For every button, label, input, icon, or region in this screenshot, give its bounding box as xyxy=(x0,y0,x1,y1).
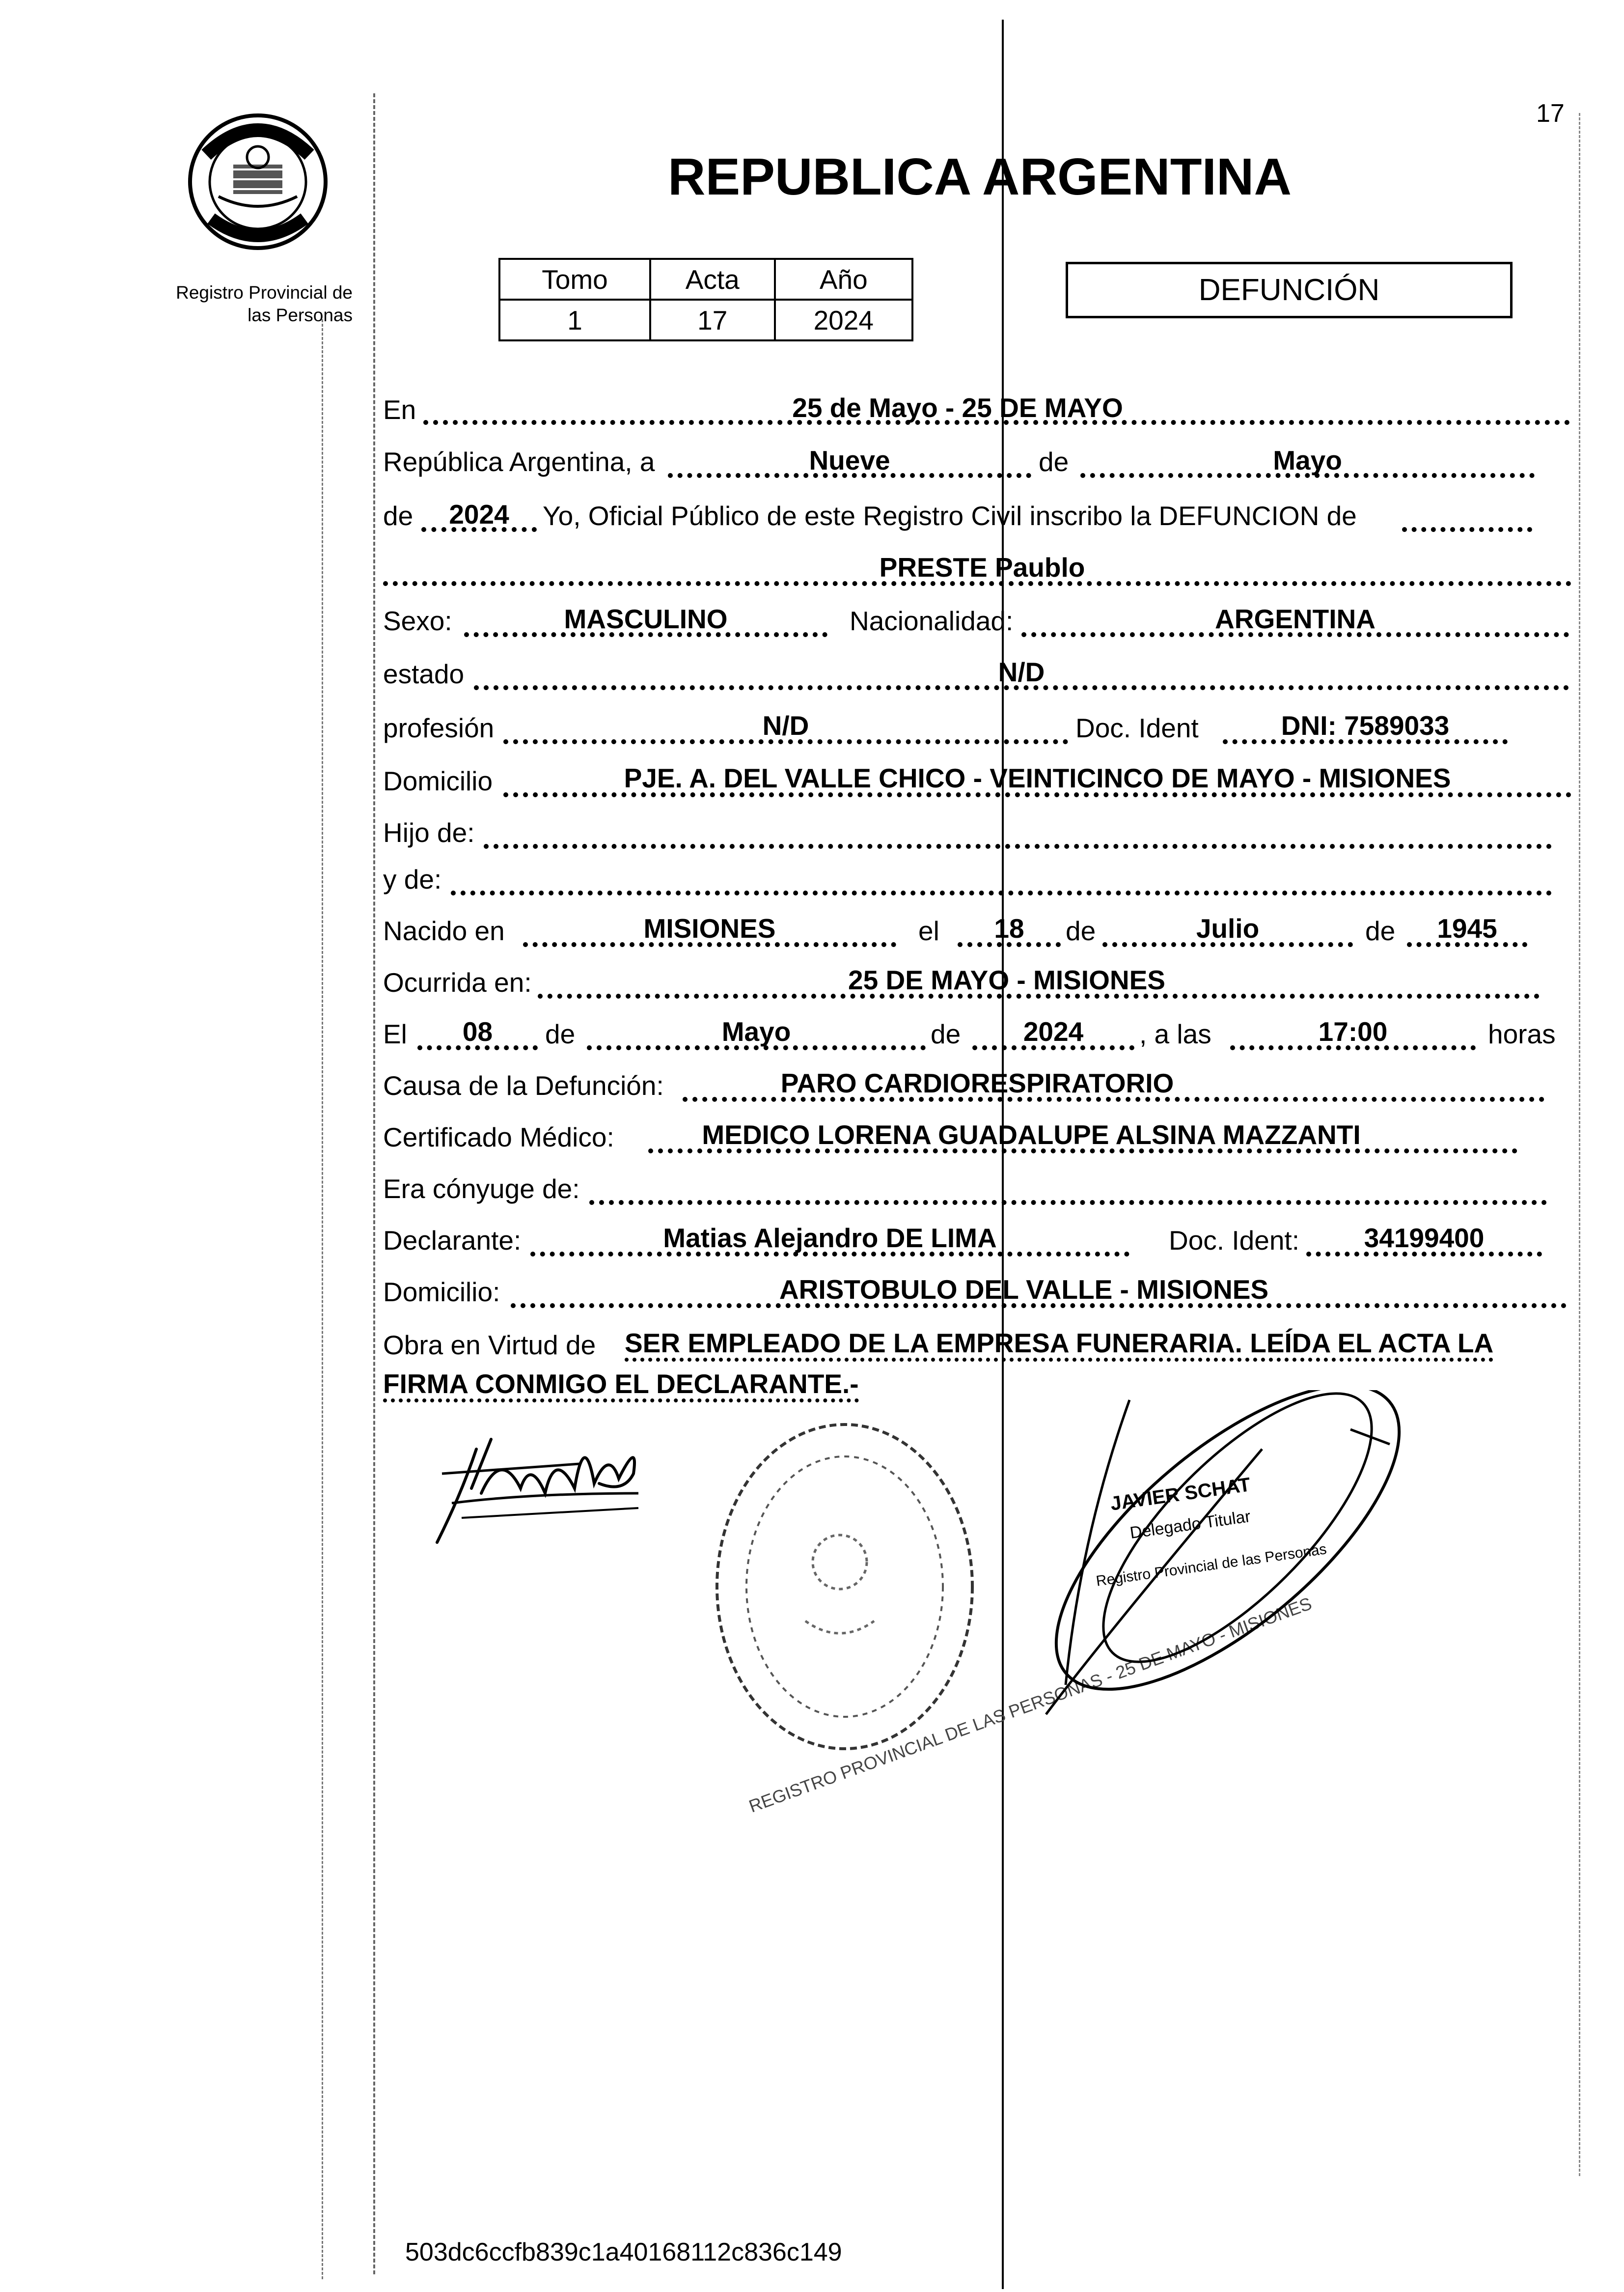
de-label-1: de xyxy=(1039,447,1069,477)
registry-line-2: las Personas xyxy=(248,305,353,326)
de-label-4: de xyxy=(1365,916,1396,946)
nacionalidad-value: ARGENTINA xyxy=(1215,604,1376,634)
tomo-value: 1 xyxy=(499,300,650,340)
estado-label: estado xyxy=(383,659,465,689)
de-label-5: de xyxy=(545,1019,576,1049)
el-label: el xyxy=(918,916,939,946)
domicilio-label: Domicilio xyxy=(383,766,493,796)
official-registry: Registro Provincial de las Personas xyxy=(1095,1541,1328,1590)
nacido-label: Nacido en xyxy=(383,916,505,946)
form-margin-line xyxy=(373,93,375,2274)
registry-caption xyxy=(161,281,353,327)
acta-value: 17 xyxy=(650,300,775,340)
anio-value: 2024 xyxy=(775,300,912,340)
declarante-label: Declarante: xyxy=(383,1225,522,1256)
domicilio2-value: ARISTOBULO DEL VALLE - MISIONES xyxy=(779,1274,1269,1305)
obra-value-line-2: FIRMA CONMIGO EL DECLARANTE.- xyxy=(383,1370,859,1402)
death-time-value: 17:00 xyxy=(1318,1016,1388,1047)
ocurrida-value: 25 DE MAYO - MISIONES xyxy=(848,965,1165,995)
certificado-value: MEDICO LORENA GUADALUPE ALSINA MAZZANTI xyxy=(702,1119,1361,1150)
nacido-value: MISIONES xyxy=(643,913,776,944)
document-hash: 503dc6ccfb839c1a40168112c836c149 xyxy=(405,2238,842,2266)
page-number: 17 xyxy=(1536,99,1565,128)
de-label-6: de xyxy=(931,1019,961,1049)
doc2-label: Doc. Ident: xyxy=(1169,1225,1299,1256)
domicilio-value: PJE. A. DEL VALLE CHICO - VEINTICINCO DE MAYO - MISIONES xyxy=(624,763,1451,793)
profesion-value: N/D xyxy=(762,710,809,741)
death-day-value: 08 xyxy=(462,1016,493,1047)
yo-line xyxy=(1402,527,1532,532)
record-table xyxy=(498,258,913,341)
yo-text: Yo, Oficial Público de este Registro Civil inscribo la DEFUNCION de xyxy=(543,501,1357,531)
official-name: JAVIER SCHAT xyxy=(1109,1474,1252,1515)
scan-mark-left xyxy=(322,319,323,2279)
tomo-header: Tomo xyxy=(499,259,650,300)
sexo-value: MASCULINO xyxy=(564,604,728,634)
ocurrida-label: Ocurrida en: xyxy=(383,967,532,998)
yde-label: y de: xyxy=(383,864,442,894)
month-value: Mayo xyxy=(1273,445,1342,475)
estado-value: N/D xyxy=(998,657,1045,687)
sexo-label: Sexo: xyxy=(383,606,452,636)
registry-stamp-icon xyxy=(707,1415,982,1759)
domicilio2-label: Domicilio: xyxy=(383,1277,500,1307)
en-label: En xyxy=(383,394,416,425)
scan-fold-line xyxy=(1002,20,1004,2289)
doc2-value: 34199400 xyxy=(1364,1223,1485,1253)
doc-label: Doc. Ident xyxy=(1075,713,1199,743)
causa-value: PARO CARDIORESPIRATORIO xyxy=(780,1068,1174,1098)
day-value: Nueve xyxy=(809,445,890,475)
de-label-3: de xyxy=(1066,916,1096,946)
obra-value-line-1: SER EMPLEADO DE LA EMPRESA FUNERARIA. LEÍDA EL ACTA LA xyxy=(625,1330,1493,1362)
birth-day-value: 18 xyxy=(994,913,1024,944)
year-value: 2024 xyxy=(449,499,509,530)
record-type-box: DEFUNCIÓN xyxy=(1066,262,1513,318)
hijo-line xyxy=(484,844,1552,849)
provincial-seal-icon xyxy=(184,111,331,253)
death-year-value: 2024 xyxy=(1023,1016,1084,1047)
doc-value: DNI: 7589033 xyxy=(1281,710,1450,741)
registry-line-1: Registro Provincial de xyxy=(176,282,353,303)
name-value: PRESTE Paublo xyxy=(879,552,1085,583)
declarant-signature-icon xyxy=(432,1420,688,1557)
birth-year-value: 1945 xyxy=(1437,913,1497,944)
alas-label: , a las xyxy=(1139,1019,1211,1049)
profesion-label: profesión xyxy=(383,713,495,743)
conyuge-line xyxy=(589,1200,1547,1205)
certificado-label: Certificado Médico: xyxy=(383,1122,614,1152)
republica-label: República Argentina, a xyxy=(383,447,655,477)
yde-line xyxy=(451,891,1552,895)
scan-mark-right xyxy=(1579,113,1580,2176)
birth-month-value: Julio xyxy=(1196,913,1260,944)
declarante-value: Matias Alejandro DE LIMA xyxy=(663,1223,997,1253)
page-title: REPUBLICA ARGENTINA xyxy=(668,148,1292,206)
conyuge-label: Era cónyuge de: xyxy=(383,1174,580,1204)
de-label-2: de xyxy=(383,501,413,531)
nacionalidad-label: Nacionalidad: xyxy=(850,606,1014,636)
official-title: Delegado Titular xyxy=(1129,1507,1252,1543)
causa-label: Causa de la Defunción: xyxy=(383,1070,664,1101)
hijo-label: Hijo de: xyxy=(383,817,475,848)
anio-header: Año xyxy=(775,259,912,300)
acta-header: Acta xyxy=(650,259,775,300)
obra-label: Obra en Virtud de xyxy=(383,1330,596,1360)
en-value: 25 de Mayo - 25 DE MAYO xyxy=(792,392,1123,423)
death-month-value: Mayo xyxy=(721,1016,791,1047)
el2-label: El xyxy=(383,1019,407,1049)
horas-label: horas xyxy=(1488,1019,1556,1049)
stamp-text: REGISTRO PROVINCIAL DE LAS PERSONAS - 25 DE MAYO - MISIONES xyxy=(746,1593,1315,1817)
